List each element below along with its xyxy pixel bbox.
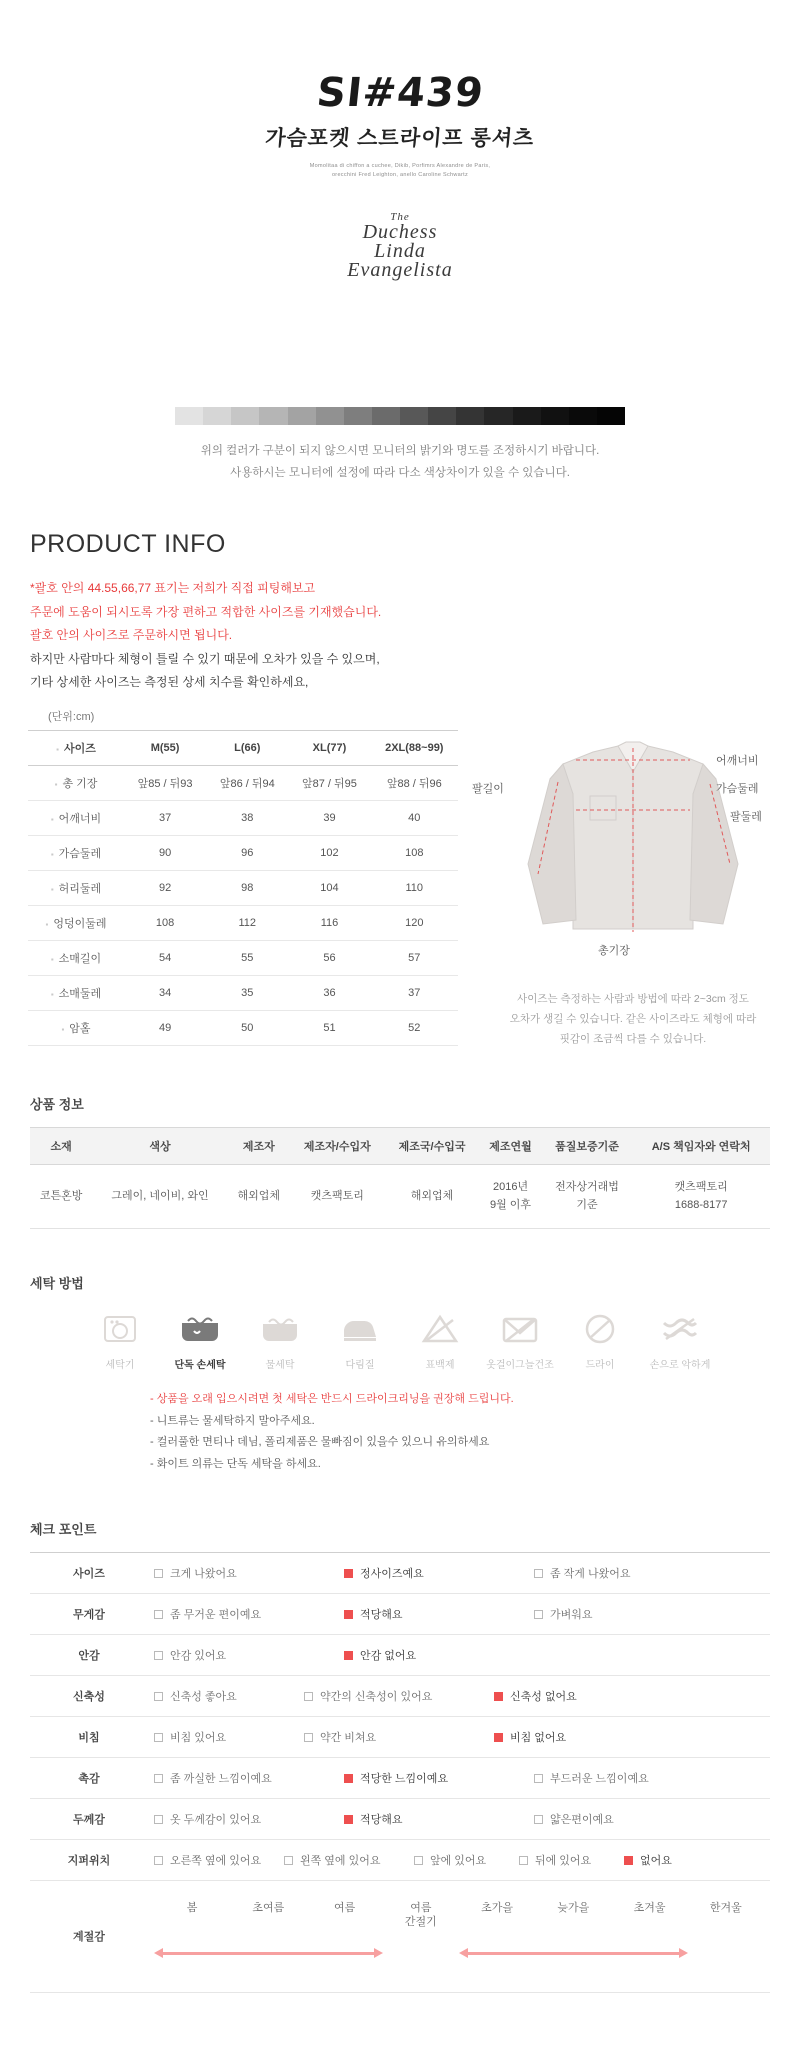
sizing-guidance-l4: 하지만 사람마다 체형이 틀릴 수 있기 때문에 오차가 있을 수 있으며, [30, 651, 380, 666]
size-cell: 116 [288, 906, 370, 941]
label-total-length: 총기장 [598, 945, 630, 958]
check-option-label: 좀 까실한 느낌이예요 [170, 1773, 272, 1786]
check-option[interactable] [494, 1729, 664, 1745]
color-swatch-8 [400, 407, 428, 425]
season-item-5[interactable]: 늦가을 [557, 1902, 590, 1915]
shade-dry-icon [483, 1306, 557, 1352]
checkbox-icon[interactable] [154, 1856, 163, 1865]
size-cell: 90 [124, 836, 206, 871]
table-row [28, 871, 458, 906]
pinfo-value-7: 캣츠팩토리 1688-8177 [632, 1165, 770, 1229]
size-cell: 108 [371, 836, 458, 871]
check-option-label: 안감 있어요 [170, 1650, 227, 1663]
checkbox-icon[interactable] [154, 1774, 163, 1783]
check-row [30, 1840, 770, 1881]
product-info-row [30, 1165, 770, 1229]
check-row-label: 안감 [30, 1635, 148, 1676]
pinfo-value-5: 2016년 9월 이후 [479, 1165, 541, 1229]
size-cell: 앞88 / 뒤96 [371, 766, 458, 801]
brand-line-2: Duchess [362, 221, 438, 244]
size-cell: 92 [124, 871, 206, 906]
check-option-label: 신축성 없어요 [510, 1691, 577, 1704]
size-table-body [28, 766, 458, 1046]
tumble-dry-no-icon [563, 1306, 637, 1352]
check-option[interactable] [534, 1565, 724, 1581]
size-cell: 50 [206, 1011, 288, 1046]
size-th-4: 2XL(88~99) [371, 731, 458, 766]
size-cell: 앞85 / 뒤93 [124, 766, 206, 801]
season-item-2[interactable]: 여름 [333, 1902, 356, 1915]
wash-item-1 [163, 1306, 237, 1371]
check-option[interactable] [534, 1811, 724, 1827]
check-option-label: 앞에 있어요 [430, 1855, 487, 1868]
check-option-label: 적당해요 [360, 1609, 403, 1622]
check-option-label: 비침 있어요 [170, 1732, 227, 1745]
check-option[interactable] [344, 1811, 534, 1827]
brand-line-3: Linda [374, 240, 426, 263]
table-row [28, 1011, 458, 1046]
check-option-label: 신축성 좋아요 [170, 1691, 237, 1704]
size-cell: 38 [206, 801, 288, 836]
color-swatch-7 [372, 407, 400, 425]
season-item-3[interactable]: 여름 간절기 [404, 1902, 437, 1929]
color-gradient-section [0, 407, 800, 425]
sizing-guidance-l2: 주문에 도움이 되시도록 가장 편하고 적합한 사이즈를 기재했습니다. [30, 604, 382, 619]
checkbox-icon[interactable] [154, 1692, 163, 1701]
wash-caption-3: 다림질 [345, 1360, 375, 1372]
wash-item-2 [243, 1306, 317, 1371]
check-option[interactable] [304, 1729, 494, 1745]
size-cell: 102 [288, 836, 370, 871]
checkbox-icon[interactable] [344, 1569, 353, 1578]
label-chest-round: 가슴둘레 [716, 783, 759, 796]
size-cell: 35 [206, 976, 288, 1011]
check-option[interactable] [624, 1852, 714, 1868]
checkbox-icon[interactable] [154, 1815, 163, 1824]
size-table-wrap [28, 730, 458, 1046]
wash-item-0 [83, 1306, 157, 1371]
product-info-title: 상품 정보 [30, 1097, 84, 1113]
check-option-label: 적당해요 [360, 1814, 403, 1827]
check-point-title: 체크 포인트 [30, 1522, 97, 1538]
checkbox-icon[interactable] [304, 1692, 313, 1701]
check-option[interactable] [494, 1688, 664, 1704]
product-code: SI#439 [314, 70, 486, 116]
check-option[interactable] [344, 1647, 534, 1663]
wash-item-4 [403, 1306, 477, 1371]
check-option-label: 크게 나왔어요 [170, 1568, 237, 1581]
size-cell: 34 [124, 976, 206, 1011]
check-option-label: 비침 없어요 [510, 1732, 567, 1745]
size-cell: 49 [124, 1011, 206, 1046]
check-option-label: 좀 작게 나왔어요 [550, 1568, 631, 1581]
size-table-head [28, 731, 458, 766]
color-swatch-15 [597, 407, 625, 425]
size-row-label: ▪ 소매길이 [28, 941, 124, 976]
checkbox-icon[interactable] [344, 1774, 353, 1783]
check-option[interactable] [284, 1852, 414, 1868]
season-row [30, 1881, 770, 1993]
check-row-label: 지퍼위치 [30, 1840, 148, 1881]
check-options-cell [148, 1717, 770, 1758]
size-row-label: ▪ 가슴둘레 [28, 836, 124, 871]
color-swatch-3 [259, 407, 287, 425]
measurement-note [468, 990, 798, 1050]
size-row-label: ▪ 허리둘레 [28, 871, 124, 906]
check-option-label: 부드러운 느낌이예요 [550, 1773, 649, 1786]
pinfo-header-0: 소재 [30, 1128, 92, 1165]
check-option[interactable] [344, 1770, 534, 1786]
size-row-label: ▪ 어깨너비 [28, 801, 124, 836]
check-option-label: 왼쪽 옆에 있어요 [300, 1855, 381, 1868]
checkbox-icon[interactable] [534, 1815, 543, 1824]
iron-icon [323, 1306, 397, 1352]
size-cell: 104 [288, 871, 370, 906]
size-cell: 110 [371, 871, 458, 906]
wash-caption-0: 세탁기 [105, 1360, 135, 1372]
pinfo-header-5: 제조연월 [479, 1128, 541, 1165]
checkbox-icon[interactable] [494, 1692, 503, 1701]
size-th-0: ▪ 사이즈 [28, 731, 124, 766]
check-option-label: 약간 비쳐요 [320, 1732, 377, 1745]
season-item-1[interactable]: 초여름 [252, 1902, 285, 1915]
pinfo-header-2: 제조자 [228, 1128, 290, 1165]
size-table-header-row [28, 731, 458, 766]
check-option-label: 약간의 신축성이 있어요 [320, 1691, 433, 1704]
size-cell: 37 [124, 801, 206, 836]
monitor-note-line2: 사용하시는 모니터에 설정에 따라 다소 색상차이가 있을 수 있습니다. [230, 466, 570, 479]
check-point-table [30, 1552, 770, 1993]
pinfo-value-1: 그레이, 네이비, 와인 [92, 1165, 227, 1229]
check-options-cell [148, 1799, 770, 1840]
product-title: 가슴포켓 스트라이프 롱셔츠 [264, 127, 536, 150]
check-option[interactable] [154, 1565, 344, 1581]
check-options-cell [148, 1553, 770, 1594]
checkbox-icon[interactable] [344, 1815, 353, 1824]
season-item-4[interactable]: 초가을 [481, 1902, 514, 1915]
check-row [30, 1676, 770, 1717]
pinfo-header-7: A/S 책임자와 연락처 [632, 1128, 770, 1165]
checkbox-icon[interactable] [154, 1733, 163, 1742]
product-info-thead [30, 1128, 770, 1165]
check-option[interactable] [534, 1770, 724, 1786]
check-option-label: 뒤에 있어요 [535, 1855, 592, 1868]
color-swatch-1 [203, 407, 231, 425]
check-option[interactable] [534, 1606, 724, 1622]
check-row [30, 1758, 770, 1799]
wash-note-2: - 컬러풀한 면티나 데님, 폴리제품은 물빠짐이 있을수 있으니 유의하세요 [150, 1436, 490, 1449]
hero-credit-line1: Momolitaa di chiffon a cuchee, Dikib, Porfimrs Alexandre de Paris, [309, 163, 491, 169]
check-row-label: 두께감 [30, 1799, 148, 1840]
check-options-cell [148, 1840, 770, 1881]
check-options-cell [148, 1635, 770, 1676]
size-th-2: L(66) [206, 731, 288, 766]
size-cell: 98 [206, 871, 288, 906]
hand-wash-icon [163, 1306, 237, 1352]
check-row [30, 1635, 770, 1676]
wash-item-7 [643, 1306, 717, 1371]
check-option-label: 좀 무거운 편이예요 [170, 1609, 262, 1622]
checkbox-icon[interactable] [534, 1610, 543, 1619]
measurement-diagram [468, 724, 798, 1050]
brand-line-4: Evangelista [347, 259, 453, 282]
sizing-guidance-l1: *괄호 안의 44.55,66,77 표기는 저희가 직접 피팅해보고 [30, 581, 316, 596]
product-info-table [30, 1127, 770, 1229]
color-swatch-9 [428, 407, 456, 425]
checkbox-icon[interactable] [154, 1569, 163, 1578]
checkbox-icon[interactable] [304, 1733, 313, 1742]
color-swatch-6 [344, 407, 372, 425]
checkbox-icon[interactable] [344, 1610, 353, 1619]
label-sleeve-round: 팔둘레 [730, 811, 762, 824]
check-row-label: 비침 [30, 1717, 148, 1758]
pinfo-value-0: 코튼혼방 [30, 1165, 92, 1229]
wash-caption-1: 단독 손세탁 [174, 1360, 226, 1372]
color-swatch-14 [569, 407, 597, 425]
measurement-note-l2: 오차가 생길 수 있습니다. 같은 사이즈라도 체형에 따라 [509, 1013, 757, 1026]
color-swatch-10 [456, 407, 484, 425]
season-item-6[interactable]: 초겨울 [633, 1902, 666, 1915]
check-options-cell [148, 1594, 770, 1635]
no-wring-icon [643, 1306, 717, 1352]
bleach-no-icon [403, 1306, 477, 1352]
table-row [28, 941, 458, 976]
product-info-header-row [30, 1128, 770, 1165]
size-th-3: XL(77) [288, 731, 370, 766]
check-option[interactable] [154, 1770, 344, 1786]
pinfo-header-4: 제조국/수입국 [385, 1128, 480, 1165]
table-row [28, 976, 458, 1011]
wash-note-0: - 상품을 오래 입으시려면 첫 세탁은 반드시 드라이크리닝을 권장해 드립니다. [150, 1393, 514, 1406]
table-row [28, 836, 458, 871]
season-cell [148, 1881, 770, 1993]
check-option-label: 가벼워요 [550, 1609, 593, 1622]
wash-note-3: - 화이트 의류는 단독 세탁을 하세요. [150, 1457, 321, 1470]
check-option[interactable] [414, 1852, 519, 1868]
check-option-label: 적당한 느낌이예요 [360, 1773, 449, 1786]
check-option-label: 옷 두께감이 있어요 [170, 1814, 262, 1827]
pinfo-header-6: 품질보증기준 [542, 1128, 633, 1165]
check-option[interactable] [154, 1688, 304, 1704]
washing-machine-icon [83, 1306, 157, 1352]
check-option-label: 없어요 [640, 1855, 672, 1868]
check-options-cell [148, 1676, 770, 1717]
table-row [28, 801, 458, 836]
size-th-1: M(55) [124, 731, 206, 766]
checkbox-icon[interactable] [534, 1569, 543, 1578]
checkbox-icon[interactable] [494, 1733, 503, 1742]
size-cell: 52 [371, 1011, 458, 1046]
checkbox-icon[interactable] [284, 1856, 293, 1865]
check-options-cell [148, 1758, 770, 1799]
check-row-label: 신축성 [30, 1676, 148, 1717]
size-cell: 앞86 / 뒤94 [206, 766, 288, 801]
size-cell: 51 [288, 1011, 370, 1046]
check-option-label: 얇은편이예요 [550, 1814, 614, 1827]
checkbox-icon[interactable] [624, 1856, 633, 1865]
season-item-0[interactable]: 봄 [186, 1902, 198, 1915]
season-range-arrow-1 [459, 1948, 688, 1958]
sizing-guidance [30, 577, 800, 694]
sizing-guidance-l3: 괄호 안의 사이즈로 주문하시면 됩니다. [30, 628, 233, 643]
check-option[interactable] [344, 1565, 534, 1581]
unit-label: (단위:cm) [48, 711, 95, 724]
brand-line-1: The [390, 211, 410, 224]
color-swatch-0 [175, 407, 203, 425]
table-row [28, 766, 458, 801]
size-cell: 57 [371, 941, 458, 976]
check-row-label: 무게감 [30, 1594, 148, 1635]
size-row-label: ▪ 엉덩이둘레 [28, 906, 124, 941]
size-cell: 앞87 / 뒤95 [288, 766, 370, 801]
checkbox-icon[interactable] [414, 1856, 423, 1865]
pinfo-header-1: 색상 [92, 1128, 227, 1165]
check-row-label: 사이즈 [30, 1553, 148, 1594]
checkbox-icon[interactable] [344, 1651, 353, 1660]
wash-item-5 [483, 1306, 557, 1371]
size-cell: 55 [206, 941, 288, 976]
check-option[interactable] [154, 1606, 344, 1622]
size-cell: 112 [206, 906, 288, 941]
check-option-label: 오른쪽 옆에 있어요 [170, 1855, 262, 1868]
water-wash-icon [243, 1306, 317, 1352]
color-swatch-4 [288, 407, 316, 425]
check-row-label: 촉감 [30, 1758, 148, 1799]
wash-item-3 [323, 1306, 397, 1371]
check-point-body [30, 1553, 770, 1993]
size-section [0, 730, 800, 1050]
wash-caption-4: 표백제 [425, 1360, 455, 1372]
size-cell: 54 [124, 941, 206, 976]
size-cell: 36 [288, 976, 370, 1011]
color-swatch-5 [316, 407, 344, 425]
check-option-label: 정사이즈예요 [360, 1568, 424, 1581]
size-cell: 40 [371, 801, 458, 836]
monitor-note-line1: 위의 컬러가 구분이 되지 않으시면 모니터의 밝기와 명도를 조정하시기 바랍니다. [200, 444, 600, 457]
size-cell: 96 [206, 836, 288, 871]
check-row [30, 1799, 770, 1840]
pinfo-value-4: 해외업체 [385, 1165, 480, 1229]
bottom-spacer [0, 1993, 800, 2053]
pinfo-value-6: 전자상거래법 기준 [542, 1165, 633, 1229]
size-cell: 37 [371, 976, 458, 1011]
check-option[interactable] [304, 1688, 494, 1704]
hero-section [0, 0, 800, 287]
size-cell: 39 [288, 801, 370, 836]
wash-icon-row [0, 1306, 800, 1371]
wash-note-1: - 니트류는 물세탁하지 말아주세요. [150, 1414, 315, 1427]
color-swatch-2 [231, 407, 259, 425]
checkbox-icon[interactable] [154, 1651, 163, 1660]
checkbox-icon[interactable] [154, 1610, 163, 1619]
size-cell: 56 [288, 941, 370, 976]
check-row [30, 1717, 770, 1758]
size-row-label: ▪ 암홀 [28, 1011, 124, 1046]
wash-caption-6: 드라이 [585, 1360, 615, 1372]
label-sleeve-length: 팔길이 [472, 783, 504, 796]
size-row-label: ▪ 총 기장 [28, 766, 124, 801]
check-option[interactable] [154, 1852, 284, 1868]
size-cell: 120 [371, 906, 458, 941]
pinfo-value-2: 해외업체 [228, 1165, 290, 1229]
label-shoulder-width: 어깨너비 [716, 755, 759, 768]
check-option[interactable] [154, 1729, 304, 1745]
brand-logo [293, 207, 508, 287]
size-table [28, 730, 458, 1046]
color-gradient-bar [175, 407, 625, 425]
season-label: 계절감 [30, 1881, 148, 1993]
measurement-note-l1: 사이즈는 측정하는 사람과 방법에 따라 2~3cm 정도 [517, 993, 749, 1006]
check-option[interactable] [519, 1852, 624, 1868]
table-row [28, 906, 458, 941]
wash-title: 세탁 방법 [30, 1276, 84, 1292]
pinfo-value-3: 캣츠팩토리 [290, 1165, 385, 1229]
size-cell: 108 [124, 906, 206, 941]
wash-item-6 [563, 1306, 637, 1371]
check-row [30, 1594, 770, 1635]
check-option[interactable] [344, 1606, 534, 1622]
hero-credit-line2: orecchini Fred Leighton, anello Caroline Schwartz [331, 172, 469, 179]
wash-caption-5: 옷걸이그늘건조 [486, 1360, 554, 1372]
checkbox-icon[interactable] [534, 1774, 543, 1783]
pinfo-header-3: 제조자/수입자 [290, 1128, 385, 1165]
color-swatch-11 [484, 407, 512, 425]
color-swatch-13 [541, 407, 569, 425]
wash-caption-7: 손으로 악하게 [649, 1360, 711, 1372]
wash-notes [150, 1389, 800, 1475]
check-option-label: 안감 없어요 [360, 1650, 417, 1663]
wash-caption-2: 물세탁 [265, 1360, 295, 1372]
season-item-7[interactable]: 한겨울 [709, 1902, 742, 1915]
season-range-arrow-0 [154, 1948, 383, 1958]
check-option[interactable] [154, 1811, 344, 1827]
hero-credit-line [0, 162, 800, 181]
size-row-label: ▪ 소매둘레 [28, 976, 124, 1011]
check-option[interactable] [154, 1647, 344, 1663]
product-info-tbody [30, 1165, 770, 1229]
sizing-guidance-l5: 기타 상세한 사이즈는 측정된 상세 치수를 확인하세요, [30, 674, 309, 689]
color-swatch-12 [513, 407, 541, 425]
page-title: PRODUCT INFO [30, 530, 226, 559]
check-row [30, 1553, 770, 1594]
checkbox-icon[interactable] [519, 1856, 528, 1865]
measurement-note-l3: 핏감이 조금씩 다를 수 있습니다. [559, 1033, 707, 1046]
monitor-note [0, 441, 800, 485]
